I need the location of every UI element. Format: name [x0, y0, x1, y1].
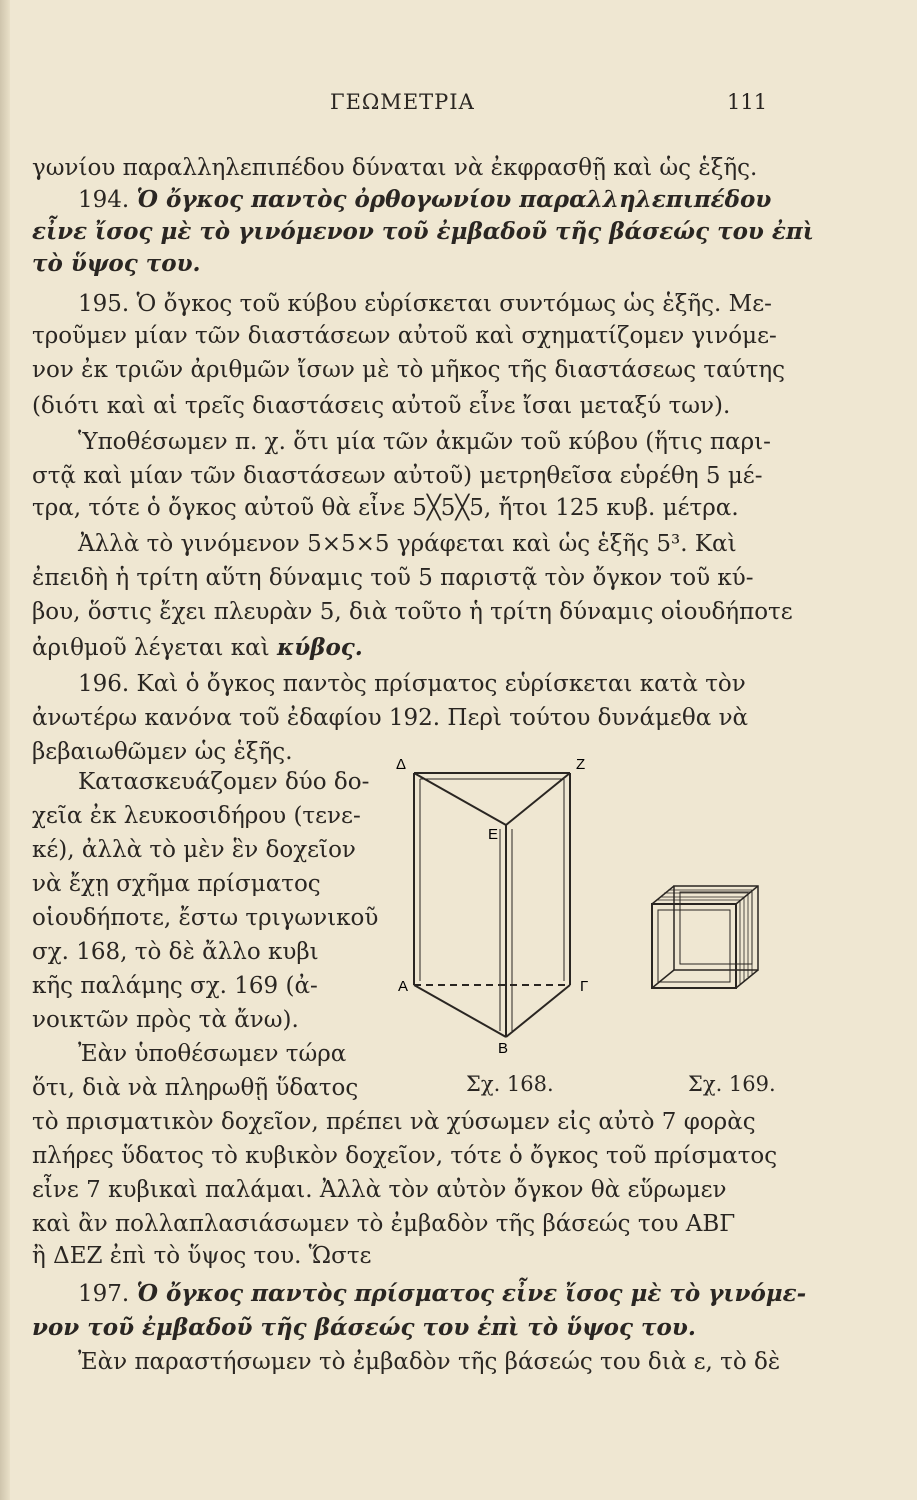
text-line: ἀνωτέρω κανόνα τοῦ ἐδαφίου 192. Περὶ τούτου δυνάμεθα νὰ — [32, 705, 749, 731]
figure-169-cube — [640, 880, 770, 1010]
label-z: Ζ — [576, 756, 586, 773]
text-line: ὅτι, διὰ νὰ πληρωθῇ ὕδατος — [32, 1075, 359, 1101]
text-line: κῆς παλάμης σχ. 169 (ἀ- — [32, 973, 318, 999]
text-line: (διότι καὶ αἱ τρεῖς διαστάσεις αὐτοῦ εἶνε ἴσαι μεταξύ των). — [32, 393, 731, 419]
theorem-text: Ὁ ὄγκος παντὸς πρίσματος εἶνε ἴσος μὲ τὸ γινόμε- — [136, 1280, 807, 1307]
label-b: Β — [498, 1040, 509, 1055]
label-a: Α — [398, 978, 409, 995]
text-line: βου, ὅστις ἔχει πλευρὰν 5, διὰ τοῦτο ἡ τρίτη δύναμις οἱουδήποτε — [32, 599, 793, 625]
text-line: νὰ ἔχῃ σχῆμα πρίσματος — [32, 871, 321, 897]
text-line: πλήρες ὕδατος τὸ κυβικὸν δοχεῖον, τότε ὁ ὄγκος τοῦ πρίσματος — [32, 1143, 778, 1169]
running-title: ΓΕΩΜΕΤΡΙΑ — [330, 90, 475, 114]
caption-fig-168: Σχ. 168. — [466, 1072, 554, 1096]
page-edge — [0, 0, 10, 1500]
text-line: ἢ ΔΕΖ ἐπὶ τὸ ὕψος του. Ὥστε — [32, 1243, 372, 1269]
label-g: Γ — [580, 978, 589, 995]
page-number: 111 — [727, 90, 768, 114]
term-kyvos: κύβος. — [276, 634, 363, 661]
text-line: τὸ πρισματικὸν δοχεῖον, πρέπει νὰ χύσωμεν εἰς αὐτὸ 7 φορὰς — [32, 1109, 756, 1135]
text-fragment: ἀριθμοῦ λέγεται καὶ — [32, 635, 277, 661]
text-line: γωνίου παραλληλεπιπέδου δύναται νὰ ἐκφρασθῇ καὶ ὡς ἑξῆς. — [32, 155, 758, 181]
text-line: 195. Ὁ ὄγκος τοῦ κύβου εὑρίσκεται συντόμως ὡς ἑξῆς. Με- — [78, 291, 772, 317]
text-line: τροῦμεν μίαν τῶν διαστάσεων αὐτοῦ καὶ σχηματίζομεν γινόμε- — [32, 323, 777, 349]
text-line: οἱουδήποτε, ἔστω τριγωνικοῦ — [32, 905, 379, 931]
paragraph-number: 194. — [78, 187, 137, 213]
theorem-text: Ὁ ὄγκος παντὸς ὀρθογωνίου παραλληλεπιπέδου — [136, 186, 772, 213]
theorem-line: εἶνε ἴσος μὲ τὸ γινόμενον τοῦ ἐμβαδοῦ τῆς βάσεώς του ἐπὶ — [32, 218, 814, 245]
text-line: Ὑποθέσωμεν π. χ. ὅτι μία τῶν ἀκμῶν τοῦ κύβου (ἥτις παρι- — [78, 429, 771, 455]
paragraph-number: 197. — [78, 1281, 137, 1307]
label-e: Ε — [488, 826, 499, 843]
caption-fig-169: Σχ. 169. — [688, 1072, 776, 1096]
text-line: κέ), ἀλλὰ τὸ μὲν ἓν δοχεῖον — [32, 837, 356, 863]
running-header — [0, 90, 917, 130]
text-line: 196. Καὶ ὁ ὄγκος παντὸς πρίσματος εὑρίσκεται κατὰ τὸν — [78, 671, 746, 697]
text-line: βεβαιωθῶμεν ὡς ἑξῆς. — [32, 739, 293, 765]
theorem-line: τὸ ὕψος του. — [32, 250, 201, 277]
text-line: σχ. 168, τὸ δὲ ἄλλο κυβι — [32, 939, 319, 965]
text-line: εἶνε 7 κυβικαὶ παλάμαι. Ἀλλὰ τὸν αὐτὸν ὄγκον θὰ εὕρωμεν — [32, 1177, 727, 1203]
text-line: καὶ ἂν πολλαπλασιάσωμεν τὸ ἐμβαδὸν τῆς βάσεώς του ΑΒΓ — [32, 1211, 736, 1237]
text-line: Ἐὰν ὑποθέσωμεν τώρα — [78, 1041, 347, 1067]
text-line: Κατασκευάζομεν δύο δο- — [78, 769, 370, 795]
figure-168-prism — [390, 755, 620, 1055]
text-line — [32, 1278, 807, 1310]
text-line: νον ἐκ τριῶν ἀριθμῶν ἴσων μὲ τὸ μῆκος τῆς διαστάσεως ταύτης — [32, 357, 786, 383]
text-line: τρα, τότε ὁ ὄγκος αὐτοῦ θὰ εἶνε 5╳5╳5, ἤτοι 125 κυβ. μέτρα. — [32, 495, 739, 521]
text-line — [32, 184, 780, 216]
text-line: Ἐὰν παραστήσωμεν τὸ ἐμβαδὸν τῆς βάσεώς του διὰ ε, τὸ δὲ — [78, 1349, 781, 1375]
text-line: νοικτῶν πρὸς τὰ ἄνω). — [32, 1007, 299, 1033]
text-line: στᾷ καὶ μίαν τῶν διαστάσεων αὐτοῦ) μετρηθεῖσα εὑρέθη 5 μέ- — [32, 463, 763, 489]
text-line: Ἀλλὰ τὸ γινόμενον 5×5×5 γράφεται καὶ ὡς ἑξῆς 5³. Καὶ — [78, 531, 737, 557]
label-d: Δ — [396, 756, 407, 773]
text-line: χεῖα ἐκ λευκοσιδήρου (τενε- — [32, 803, 361, 829]
theorem-line: νον τοῦ ἐμβαδοῦ τῆς βάσεώς του ἐπὶ τὸ ὕψος του. — [32, 1314, 696, 1341]
text-line: ἐπειδὴ ἡ τρίτη αὕτη δύναμις τοῦ 5 παριστᾷ τὸν ὄγκον τοῦ κύ- — [32, 565, 754, 591]
text-line — [32, 632, 780, 664]
